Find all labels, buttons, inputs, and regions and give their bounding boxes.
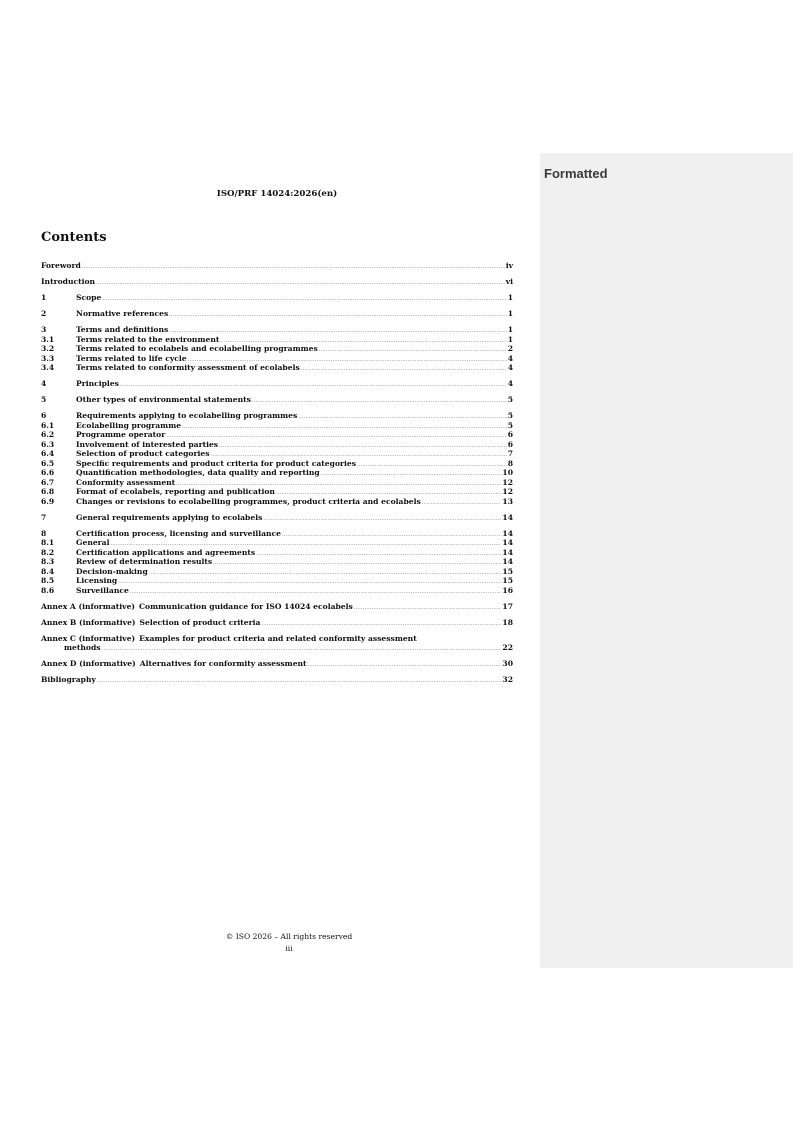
toc-entry[interactable]	[41, 529, 513, 539]
toc-entry-page: 14	[502, 547, 513, 557]
toc-entry-title: Foreword	[41, 261, 81, 270]
toc-leader-dots	[149, 569, 502, 579]
toc-entry-number: 8.5	[41, 576, 55, 585]
toc-leader-dots	[252, 397, 507, 407]
toc-entry-title: Other types of environmental statements	[76, 395, 251, 404]
toc-entry-number: 8.3	[41, 557, 55, 566]
toc-entry-page: 8	[507, 458, 513, 468]
toc-entry-title: Principles	[76, 379, 119, 388]
toc-entry-number: 3	[41, 325, 47, 334]
toc-entry[interactable]	[41, 634, 513, 644]
toc-entry-number: 8.6	[41, 585, 55, 595]
toc-entry-page: 15	[502, 566, 513, 576]
toc-leader-dots	[169, 311, 506, 321]
toc-entry-page: 12	[502, 487, 513, 496]
toc-entry-page: 15	[502, 576, 513, 585]
footer-page-number: iii	[285, 944, 293, 953]
toc-leader-dots	[182, 423, 507, 433]
toc-entry-page: 14	[502, 528, 513, 538]
toc-entry-page: 12	[502, 477, 513, 487]
toc-leader-dots	[82, 263, 505, 273]
toc-leader-dots	[102, 295, 506, 305]
toc-entry-number: 2	[41, 309, 47, 318]
toc-leader-dots	[298, 413, 506, 423]
toc-entry-number: 8.1	[41, 538, 55, 547]
toc-entry-number: 6.8	[41, 487, 55, 496]
toc-entry-page: 32	[502, 675, 513, 684]
toc-entry-title: General requirements applying to ecolabels	[76, 512, 263, 522]
toc-entry-title: Selection of product categories	[76, 449, 210, 458]
toc-entry-number: 7	[41, 512, 47, 522]
toc-entry-page: 1	[507, 309, 513, 318]
toc-entry-number: 6.6	[41, 468, 55, 477]
toc-entry[interactable]	[41, 478, 513, 488]
contents-heading: Contents	[41, 230, 107, 245]
toc-entry[interactable]	[41, 548, 513, 558]
toc-entry-title: Normative references	[76, 309, 169, 318]
toc-entry-page: 2	[507, 344, 513, 353]
toc-leader-dots	[263, 515, 501, 525]
toc-entry-title: Introduction	[41, 277, 96, 286]
toc-entry-page: 14	[502, 512, 513, 522]
toc-leader-dots	[301, 365, 507, 375]
toc-entry-number: 6	[41, 411, 47, 420]
toc-entry-title: Ecolabelling programme	[76, 420, 182, 430]
toc-entry[interactable]	[41, 379, 513, 389]
table-of-contents	[41, 261, 513, 685]
toc-leader-dots	[256, 550, 501, 560]
toc-entry-page: 14	[502, 538, 513, 547]
toc-entry[interactable]	[41, 459, 513, 469]
toc-entry[interactable]	[41, 354, 513, 364]
toc-entry-title: Terms related to the environment	[76, 334, 220, 344]
toc-leader-dots	[120, 381, 507, 391]
toc-entry-number: 4	[41, 379, 47, 388]
toc-leader-dots	[308, 661, 502, 671]
toc-entry-page: 17	[502, 601, 513, 611]
toc-leader-dots	[354, 604, 502, 614]
toc-entry-title: Involvement of interested parties	[76, 439, 219, 449]
toc-leader-dots	[213, 559, 501, 569]
toc-entry-number: 3.4	[41, 363, 55, 372]
toc-entry[interactable]	[41, 395, 513, 405]
toc-entry-title: Selection of product criteria	[139, 617, 261, 627]
toc-entry-number: 6.2	[41, 430, 55, 439]
toc-leader-dots	[422, 499, 502, 509]
toc-entry-number: Annex B (informative)	[41, 617, 136, 627]
toc-entry-page: 1	[507, 293, 513, 302]
toc-entry[interactable]	[41, 468, 513, 478]
toc-entry-page: 16	[502, 585, 513, 595]
toc-entry-page: 5	[507, 411, 513, 420]
toc-entry-page: iv	[505, 261, 513, 270]
toc-entry-title: Certification applications and agreements	[76, 547, 256, 557]
toc-entry[interactable]	[41, 618, 513, 628]
toc-entry-page: 18	[502, 617, 513, 627]
toc-leader-dots	[96, 279, 505, 289]
toc-entry-number: 3.3	[41, 353, 55, 363]
toc-entry-page: 10	[502, 468, 513, 477]
toc-entry[interactable]	[41, 421, 513, 431]
toc-leader-dots	[97, 677, 502, 687]
toc-entry-page: 30	[502, 659, 513, 668]
toc-entry-title: Terms related to ecolabels and ecolabelling programmes	[76, 344, 318, 353]
comment-label: Formatted	[544, 166, 608, 181]
toc-entry[interactable]	[41, 411, 513, 421]
toc-entry[interactable]	[41, 440, 513, 450]
toc-entry-page: 6	[507, 430, 513, 439]
toc-entry[interactable]	[41, 344, 513, 354]
toc-entry-title: Programme operator	[76, 430, 166, 439]
toc-leader-dots	[319, 346, 507, 356]
toc-entry[interactable]	[41, 430, 513, 440]
toc-leader-dots	[169, 327, 506, 337]
toc-entry-page: 5	[507, 395, 513, 404]
toc-entry-number: 3.2	[41, 344, 55, 353]
toc-entry-number: 6.7	[41, 477, 55, 487]
toc-leader-dots	[357, 461, 507, 471]
toc-entry-number: 8	[41, 528, 47, 538]
toc-entry-title: Certification process, licensing and surveillance	[76, 528, 281, 538]
toc-entry-page: 5	[507, 420, 513, 430]
toc-entry[interactable]	[41, 557, 513, 567]
toc-entry-title: Licensing	[76, 576, 118, 585]
toc-entry-page: 4	[507, 363, 513, 372]
toc-entry-title: Alternatives for conformity assessment	[139, 659, 307, 668]
toc-entry-number: 8.4	[41, 566, 55, 576]
toc-entry-number: Annex C (informative)	[41, 633, 136, 643]
toc-entry-title: Terms related to life cycle	[76, 353, 187, 363]
toc-entry[interactable]	[41, 497, 513, 507]
toc-leader-dots	[282, 531, 501, 541]
toc-entry-number: 6.9	[41, 496, 55, 506]
toc-entry[interactable]	[41, 487, 513, 497]
toc-entry-title: Format of ecolabels, reporting and publication	[76, 487, 275, 496]
toc-entry-title: Bibliography	[41, 675, 96, 684]
toc-leader-dots	[321, 470, 502, 480]
toc-entry-page: 7	[507, 449, 513, 458]
toc-entry-number: Annex D (informative)	[41, 659, 136, 668]
toc-entry-title: Scope	[76, 293, 102, 302]
toc-entry[interactable]	[41, 586, 513, 596]
toc-entry-page: 4	[507, 379, 513, 388]
document-id-header: ISO/PRF 14024:2026(en)	[216, 189, 338, 199]
toc-entry[interactable]	[41, 363, 513, 373]
toc-entry-continuation[interactable]	[41, 643, 513, 653]
footer-copyright: © ISO 2026 – All rights reserved	[225, 932, 353, 941]
toc-entry-page: 14	[502, 557, 513, 566]
toc-entry-number: 1	[41, 293, 47, 302]
toc-entry-number: 8.2	[41, 547, 55, 557]
toc-entry-title: Decision-making	[76, 566, 148, 576]
toc-entry[interactable]	[41, 449, 513, 459]
toc-entry-number: 6.4	[41, 449, 55, 458]
comment-pane	[540, 153, 793, 968]
toc-entry-title: Review of determination results	[76, 557, 213, 566]
toc-entry-number: 6.1	[41, 420, 55, 430]
toc-leader-dots	[261, 620, 501, 630]
toc-entry-title: Specific requirements and product criteria for product categories	[76, 458, 356, 468]
toc-entry[interactable]	[41, 602, 513, 612]
toc-entry-title: Requirements applying to ecolabelling programmes	[76, 411, 298, 420]
toc-leader-dots	[102, 645, 502, 655]
toc-entry-title: Surveillance	[76, 585, 129, 595]
toc-entry[interactable]	[41, 335, 513, 345]
toc-leader-dots	[130, 588, 502, 598]
toc-entry[interactable]	[41, 277, 513, 287]
toc-entry-number: 6.3	[41, 439, 55, 449]
toc-entry[interactable]	[41, 513, 513, 523]
toc-entry-number: 5	[41, 395, 47, 404]
toc-entry-number: Annex A (informative)	[41, 601, 135, 611]
toc-leader-dots	[118, 578, 501, 588]
toc-entry-page: 22	[502, 643, 513, 652]
toc-entry-number: 3.1	[41, 334, 55, 344]
toc-entry[interactable]	[41, 293, 513, 303]
toc-entry-page: 4	[507, 353, 513, 363]
toc-entry[interactable]	[41, 538, 513, 548]
toc-entry-page: vi	[505, 277, 513, 286]
toc-entry-page: 1	[507, 325, 513, 334]
toc-leader-dots	[219, 442, 507, 452]
toc-entry-page: 6	[507, 439, 513, 449]
toc-entry[interactable]	[41, 309, 513, 319]
toc-entry-title: Terms and definitions	[76, 325, 169, 334]
toc-entry[interactable]	[41, 261, 513, 271]
toc-entry[interactable]	[41, 576, 513, 586]
toc-entry-title: Quantification methodologies, data quality and reporting	[76, 468, 320, 477]
toc-entry-title: Examples for product criteria and related conformity assessment	[139, 633, 417, 643]
toc-entry-title: Communication guidance for ISO 14024 ecolabels	[139, 601, 353, 611]
toc-entry-title: General	[76, 538, 110, 547]
toc-entry-page: 13	[502, 496, 513, 506]
toc-entry[interactable]	[41, 659, 513, 669]
toc-entry-page: 1	[507, 334, 513, 344]
toc-entry-title: Changes or revisions to ecolabelling programmes, product criteria and ecolabels	[76, 496, 421, 506]
toc-entry[interactable]	[41, 567, 513, 577]
toc-entry[interactable]	[41, 675, 513, 685]
toc-entry-title: Conformity assessment	[76, 477, 176, 487]
toc-entry-number: 6.5	[41, 458, 55, 468]
toc-entry-title: Terms related to conformity assessment of ecolabels	[76, 363, 300, 372]
toc-entry[interactable]	[41, 325, 513, 335]
toc-entry-title-continued: methods	[64, 643, 101, 652]
